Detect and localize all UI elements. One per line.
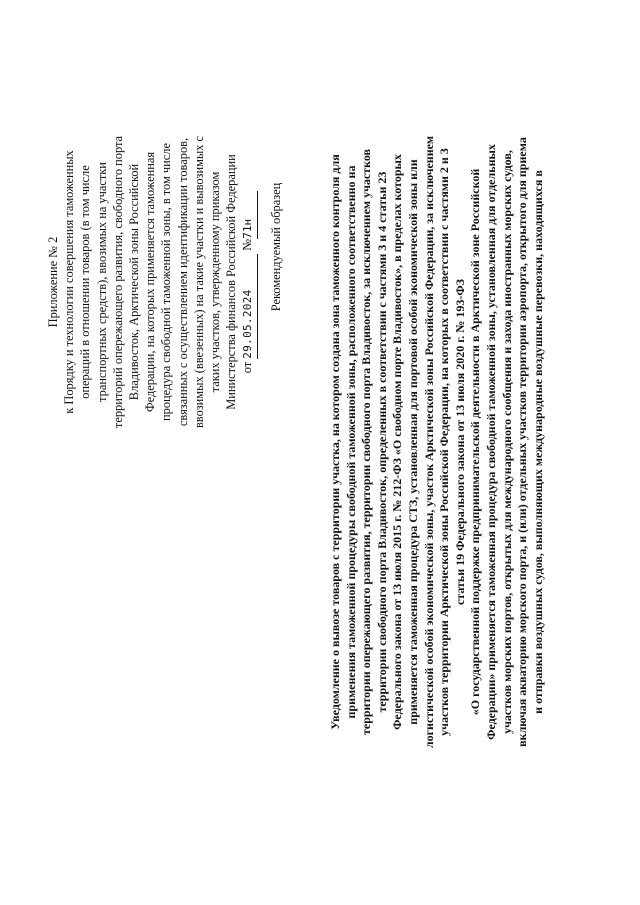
appendix-line: транспортных средств), ввозимых на участки: [94, 162, 109, 402]
notice-line: территории опережающего развития, территории свободного порта Владивосток, за исключением участков: [359, 148, 374, 736]
number-prefix: №: [240, 238, 255, 251]
notice-line: и отправки воздушных судов, выполняющих международные воздушные перевозки, находящихся в: [530, 170, 545, 714]
appendix-line: Владивосток, Арктической зоны Российской: [127, 163, 142, 401]
appendix-line: Федерации, на которых применяется таможенная: [143, 151, 158, 413]
rotated-content: [45, 17, 635, 887]
appendix-line: операций в отношении товаров (в том числе: [78, 165, 93, 399]
approval-number: 71н: [240, 191, 257, 239]
approval-date: 29.05.2024: [240, 254, 257, 359]
appendix-line: связанных с осуществлением идентификации товаров,: [175, 137, 190, 427]
notice-line: Федерации» применяется таможенная процедура свободной таможенной зоны, установленная для отдельных: [483, 144, 498, 740]
notice-line: логистической особой экономической зоны, участок Арктической зоны Российской Федерации, за исключением: [421, 135, 436, 749]
notice-line: участков территории Арктической зоны Российской Федерации, на которых в соответствии с частями 2 и 3: [437, 148, 452, 736]
appendix-header: [45, 77, 258, 487]
recommended-sample-label: Рекомендуемый образец: [269, 182, 283, 312]
notice-line: статьи 19 Федерального закона от 13 июля 2020 г. № 193-ФЗ: [452, 278, 467, 606]
appendix-title: Приложение № 2: [46, 236, 60, 328]
appendix-line: территорий опережающего развития, свободного порта: [110, 135, 125, 429]
appendix-line: процедура свободной таможенной зоны, в том числе: [159, 143, 174, 421]
appendix-line: ввозимых (ввезенных) на такие участки и вывозимых с: [191, 135, 206, 429]
notice-line: территории свободного порта Владивосток, определенных в соответствии с частями 3 и 4 статьи 23: [374, 171, 389, 713]
appendix-line: к Порядку и технологии совершения таможенных: [62, 150, 77, 414]
date-prefix: от: [240, 361, 255, 374]
notice-title: [328, 7, 546, 877]
notice-line: участков морских портов, открытых для международного сообщения и захода иностранных морских судов,: [499, 150, 514, 734]
approval-date-line: [239, 77, 257, 487]
notice-line: Федерального закона от 13 июля 2015 г. № 212-ФЗ «О свободном порте Владивосток», в пределах которых: [390, 154, 405, 730]
notice-line: включая акваторию морского порта, и (или) отдельных участков территории аэропорта, открытого для приема: [515, 137, 530, 747]
notice-line: «О государственной поддержке предпринимательской деятельности в Арктической зоне Российской: [468, 168, 483, 716]
notice-line: Уведомление о вывозе товаров с территории участка, на котором создана зона таможенного контроля для: [328, 154, 342, 730]
notice-line: применяется таможенная процедура СТЗ, установленная для портовой особой экономической зоны или: [405, 159, 420, 725]
appendix-line: таких участков, утвержденному приказом: [208, 171, 223, 393]
notice-line: применения таможенной процедуры свободной таможенной зоны, расположенного соответственно на: [343, 165, 358, 719]
appendix-line: Министерства финансов Российской Федерации: [224, 154, 239, 410]
